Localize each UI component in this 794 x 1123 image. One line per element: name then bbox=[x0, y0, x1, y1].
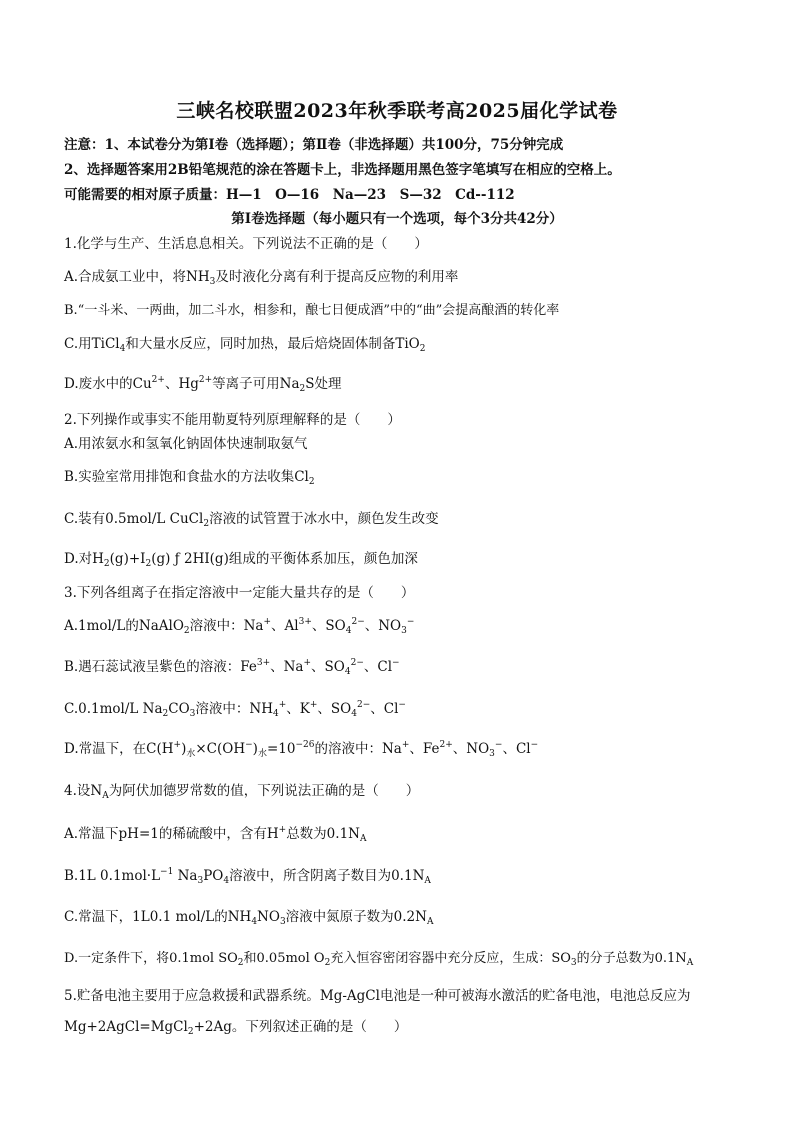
question-5-equation-line: Mg+2AgCl=MgCl$_2$+2Ag。下列叙述正确的是（ ） bbox=[64, 1019, 408, 1037]
question-3-option-c: C.0.1mol/L $Na_2CO_3$溶液中：$NH_4^+$、K+、$SO_4^{2-}$、Cl− bbox=[64, 700, 406, 719]
section-title: 第Ⅰ卷选择题（每小题只有一个选项，每个3分共42分） bbox=[231, 211, 563, 227]
question-4-option-c: C.常温下，1L0.1 mol/L的$NH_4NO_3$溶液中氮原子数为$0.2N_A$ bbox=[64, 909, 434, 927]
question-2-option-c: C.装有0.5mol/L CuCl$_2$溶液的试管置于冰水中，颜色发生改变 bbox=[64, 511, 439, 529]
question-3-stem: 3.下列各组离子在指定溶液中一定能大量共存的是（ ） bbox=[64, 585, 415, 601]
question-2-stem: 2.下列操作或事实不能用勒夏特列原理解释的是（ ） bbox=[64, 412, 401, 428]
question-2-option-a: A.用浓氨水和氢氧化钠固体快速制取氨气 bbox=[64, 436, 308, 452]
exam-title: 三峡名校联盟2023年秋季联考高2025届化学试卷 bbox=[176, 100, 618, 122]
question-3-option-b: B.遇石蕊试液呈紫色的溶液：$Fe^{3+}$、Na+、$SO_4^{2-}$、Cl− bbox=[64, 658, 400, 677]
question-4-option-b: B.1L $0.1mol\cdot L^{-1}$ $Na_3PO_4$溶液中，所含阴离子数目为$0.1N_A$ bbox=[64, 867, 431, 886]
atomic-mass-line: 可能需要的相对原子质量：H—1 O—16 Na—23 S—32 Cd--112 bbox=[64, 187, 515, 203]
question-1-option-c: C.用TiCl$_4$和大量水反应，同时加热，最后焙烧固体制备TiO$_2$ bbox=[64, 336, 426, 354]
question-2-option-d: D.对$H_2(g)+I_2(g)$ ƒ 2HI(g)组成的平衡体系加压，颜色加深 bbox=[64, 551, 418, 569]
question-1-option-a: A.合成氨工业中，将$NH_3$及时液化分离有利于提高反应物的利用率 bbox=[64, 269, 459, 287]
note-line-2: 2、选择题答案用2B铅笔规范的涂在答题卡上，非选择题用黑色签字笔填写在相应的空格上。 bbox=[64, 162, 621, 178]
note-line-1: 注意：1、本试卷分为第Ⅰ卷（选择题）；第Ⅱ卷（非选择题）共100分，75分钟完成 bbox=[64, 137, 564, 153]
question-4-option-a: A.常温下pH=1的稀硫酸中，含有H+总数为$0.1N_A$ bbox=[64, 825, 367, 844]
question-4-stem: 4.设$N_A$为阿伏加德罗常数的值，下列说法正确的是（ ） bbox=[64, 783, 420, 801]
question-3-option-a: A.1mol/L的NaAlO$_2$溶液中：Na+、$Al^{3+}$、$SO_4^{2-}$、$NO_3^-$ bbox=[64, 617, 415, 636]
question-1-option-b: B.“一斗米、一两曲，加二斗水，相参和，酿七日便成酒”中的“曲”会提高酿酒的转化率 bbox=[64, 303, 560, 318]
question-3-option-d: D.常温下，在$C(H^+)_水\times C(OH^-)_水=10^{-26}$的溶液中：Na+、$Fe^{2+}$、$NO_3^-$、Cl− bbox=[64, 740, 539, 759]
question-1-option-d: D.废水中的$Cu^{2+}$、$Hg^{2+}$等离子可用$Na_2S$处理 bbox=[64, 375, 342, 394]
question-4-option-d: D.一定条件下，将0.1mol $SO_2$和0.05mol $O_2$充入恒容密闭容器中充分反应，生成：$SO_3$的分子总数为$0.1N_A$ bbox=[64, 951, 694, 968]
question-1-stem: 1.化学与生产、生活息息相关。下列说法不正确的是（ ） bbox=[64, 236, 428, 252]
question-5-stem: 5.贮备电池主要用于应急救援和武器系统。Mg-AgCl电池是一种可被海水激活的贮备电池，电池总反应为 bbox=[64, 988, 691, 1004]
question-2-option-b: B.实验室常用排饱和食盐水的方法收集$Cl_2$ bbox=[64, 469, 315, 487]
